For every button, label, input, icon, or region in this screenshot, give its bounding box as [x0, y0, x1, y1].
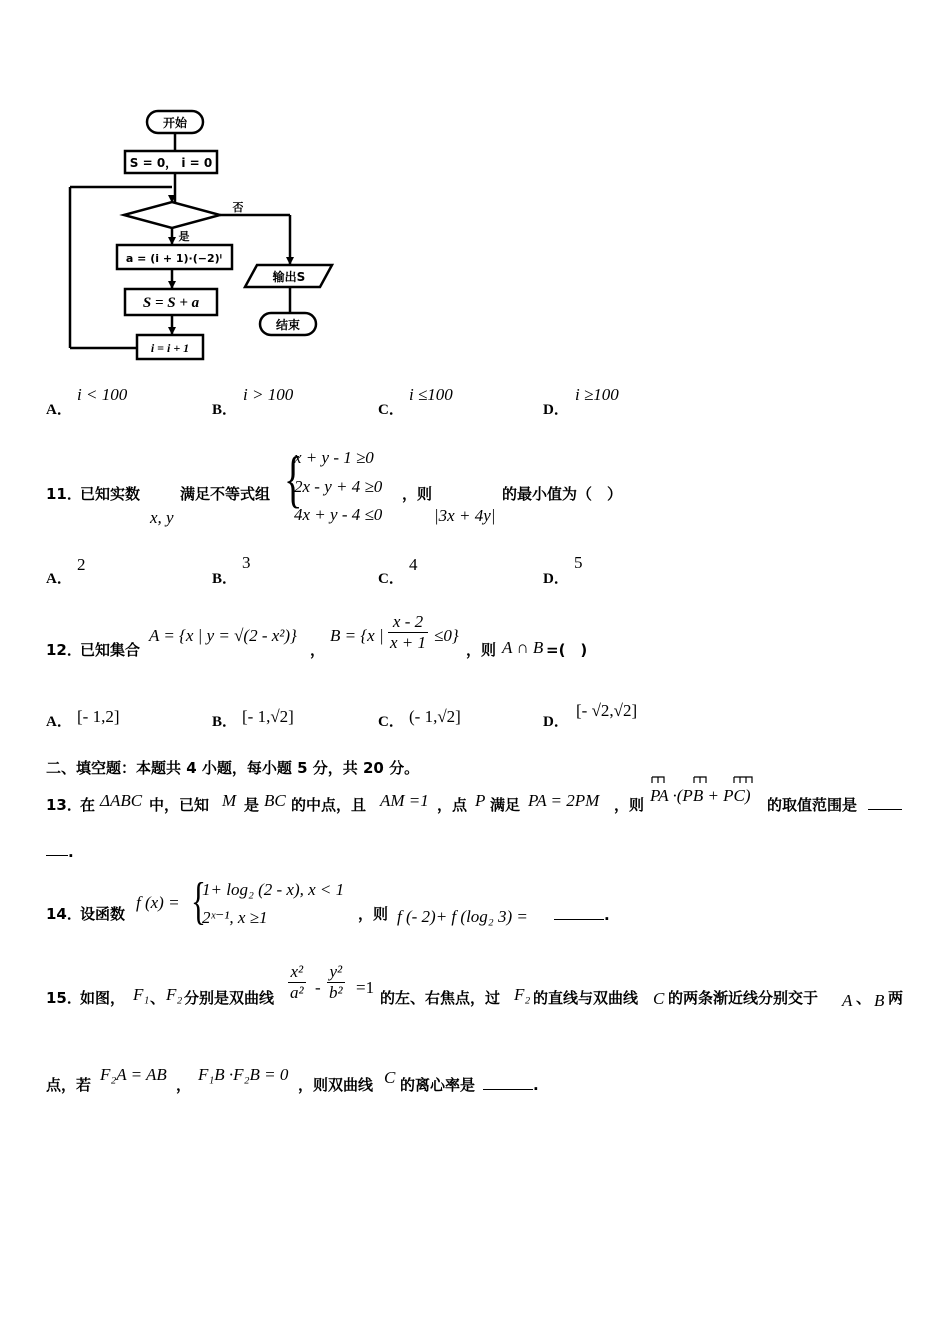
q11-text-1: 已知实数 [80, 485, 141, 503]
q15-sep: 、 [150, 989, 166, 1007]
q11-option-a-text: 2 [77, 555, 86, 574]
q11-expr: |3x + 4y| [434, 506, 496, 525]
q15-text-5: 的两条渐近线分别交于 [668, 989, 819, 1007]
q11-option-b-letter: B． [212, 571, 238, 587]
q15-fraction-y [327, 962, 345, 1003]
q15-condition-2: F₁B ·F₂B = 0 [198, 1065, 289, 1084]
flowchart-end-label: 结束 [275, 318, 301, 332]
q11-option-d-letter: D． [543, 571, 569, 587]
q15-fraction-x [288, 962, 306, 1003]
q15-y2: y² [327, 962, 345, 983]
q12-option-b-letter: B． [212, 714, 238, 730]
q15-answer-blank[interactable] [483, 1089, 533, 1090]
q13-point-m: M [222, 791, 237, 810]
q13-triangle: ΔABC [100, 791, 143, 810]
q14-case-1: 1+ log₂ (2 - x), x < 1 [202, 880, 345, 899]
q12-option-d-letter: D． [543, 714, 569, 730]
q11-option-c-letter: C． [378, 571, 404, 587]
q13-text-1: 在 [80, 796, 96, 814]
flowchart-increment-label: i = i + 1 [150, 341, 190, 355]
q15-text-7: 点，若 [46, 1076, 92, 1094]
q13-pa: PA = 2PM [528, 791, 600, 810]
q12-text-2: ，则 [466, 641, 497, 659]
q11-ineq-3: 4x + y - 4 ≤0 [294, 505, 383, 524]
flowchart-condition-diamond [124, 202, 220, 228]
q15-f1: F₁ [133, 985, 150, 1004]
q15-text-1: 如图， [80, 989, 126, 1007]
q10-option-d-text: i ≥100 [575, 385, 619, 404]
q14-text-2: ，则 [358, 905, 389, 923]
q14-answer-blank[interactable] [554, 919, 604, 920]
flowchart-start-label: 开始 [162, 116, 188, 130]
q13-segment-bc: BC [264, 791, 286, 810]
q15-text-9: 的离心率是 [400, 1076, 476, 1094]
q11-text-3: ，则 [402, 485, 433, 503]
q11-option-b-text: 3 [242, 553, 251, 572]
q15-minus: - [315, 978, 321, 997]
q10-option-a-letter: A． [46, 402, 72, 418]
q12-option-b-text: [- 1,√2] [242, 707, 294, 726]
q14-text-1: 设函数 [80, 905, 126, 923]
flowchart-init-label: S = 0， i = 0 [129, 156, 213, 170]
q15-end: . [533, 1076, 539, 1094]
q13-answer-blank-1[interactable] [868, 809, 902, 810]
q11-option-d-text: 5 [574, 553, 583, 572]
q15-a2: a² [290, 983, 304, 1002]
q11-option-a-letter: A． [46, 571, 72, 587]
q13-text-2: 中，已知 [149, 796, 210, 814]
q12-text-1: 已知集合 [80, 641, 141, 659]
q15-eq1: =1 [356, 978, 375, 997]
q14-fx: f (x) = [136, 893, 180, 912]
q15-point-b: B [874, 991, 885, 1010]
q15-f2-b: F₂ [514, 985, 531, 1004]
q12-option-c-letter: C． [378, 714, 404, 730]
q11-ineq-2: 2x - y + 4 ≥0 [294, 477, 383, 496]
q15-curve-c: C [653, 989, 665, 1008]
flowchart-output-label: 输出S [272, 270, 306, 284]
q15-b2: b² [329, 983, 343, 1002]
q12-comma: ， [310, 641, 326, 659]
flowchart-assign-a-label: a = (i + 1)·(−2)ⁱ [125, 252, 223, 265]
q10-option-b-text: i > 100 [243, 385, 294, 404]
q12-text-3: =( ) [546, 641, 588, 659]
q11-ineq-1: x + y - 1 ≥0 [294, 448, 374, 467]
q12-option-d-text: [- √2,√2] [576, 701, 638, 720]
q12-set-b-post: ≤0} [434, 626, 459, 645]
q13-am: AM =1 [380, 791, 429, 810]
q13-point-p: P [475, 791, 486, 810]
q14-piecewise-brace: { [191, 873, 206, 930]
q13-text-7: ，则 [614, 796, 645, 814]
q11-number: 11． [46, 485, 82, 503]
q15-text-8: ，则双曲线 [298, 1076, 374, 1094]
q10-option-c-letter: C． [378, 402, 404, 418]
q12-set-b-fraction [388, 612, 428, 653]
q13-vector-expression: PA ·(PB + PC) [650, 786, 751, 805]
q13-number: 13． [46, 796, 82, 814]
flowchart-no-label: 否 [232, 201, 244, 214]
flowchart [60, 105, 350, 370]
flowchart-yes-label: 是 [178, 230, 190, 243]
q13-text-4: 的中点，且 [291, 796, 367, 814]
q10-option-b-letter: B． [212, 402, 238, 418]
q15-point-a: A [842, 991, 853, 1010]
q12-set-b-numerator: x - 2 [388, 612, 428, 633]
q12-intersection: A ∩ B [502, 638, 544, 657]
q15-text-2: 分别是双曲线 [184, 989, 275, 1007]
q15-number: 15． [46, 989, 82, 1007]
q15-x2: x² [288, 962, 306, 983]
q12-option-a-letter: A． [46, 714, 72, 730]
q11-text-4: 的最小值为（ ） [502, 485, 623, 503]
q15-condition-1: F₂A = AB [100, 1065, 167, 1084]
section-2-heading: 二、填空题：本题共 4 小题，每小题 5 分，共 20 分。 [46, 759, 420, 777]
q11-system-brace: { [284, 443, 303, 514]
q12-set-b-pre: B = {x | [330, 626, 384, 645]
q12-set-a: A = {x | y = √(2 - x²)} [149, 626, 297, 645]
q10-option-a-text: i < 100 [77, 385, 128, 404]
q12-option-c-text: (- 1,√2] [409, 707, 461, 726]
q15-comma: ， [176, 1076, 192, 1094]
q12-option-a-text: [- 1,2] [77, 707, 120, 726]
q13-text-5: ，点 [437, 796, 468, 814]
q13-text-8: 的取值范围是 [767, 796, 858, 814]
q11-text-2: 满足不等式组 [180, 485, 271, 503]
q15-text-6: 两 [888, 989, 904, 1007]
q14-case-2: 2ˣ⁻¹, x ≥1 [202, 908, 268, 927]
q15-sep-2: 、 [856, 989, 872, 1007]
q13-text-3: 是 [244, 796, 260, 814]
q15-text-3: 的左、右焦点，过 [380, 989, 501, 1007]
flowchart-assign-s-label: S = S + a [142, 295, 200, 311]
q13-end: . [68, 843, 74, 861]
q15-f2: F₂ [166, 985, 183, 1004]
q10-option-c-text: i ≤100 [409, 385, 453, 404]
q13-answer-blank-2[interactable] [46, 855, 68, 856]
q11-option-c-text: 4 [409, 555, 418, 574]
q12-number: 12． [46, 641, 82, 659]
q10-option-d-letter: D． [543, 402, 569, 418]
q15-text-4: 的直线与双曲线 [533, 989, 639, 1007]
q14-end: . [604, 906, 610, 924]
q14-number: 14． [46, 905, 82, 923]
q13-vector-arrows [650, 775, 762, 785]
q11-vars: x, y [150, 508, 174, 527]
q13-text-6: 满足 [490, 796, 521, 814]
q12-set-b-denominator: x + 1 [390, 633, 427, 652]
q15-curve-c-2: C [384, 1068, 396, 1087]
q14-expression: f (- 2)+ f (log₂ 3) = [397, 907, 528, 926]
